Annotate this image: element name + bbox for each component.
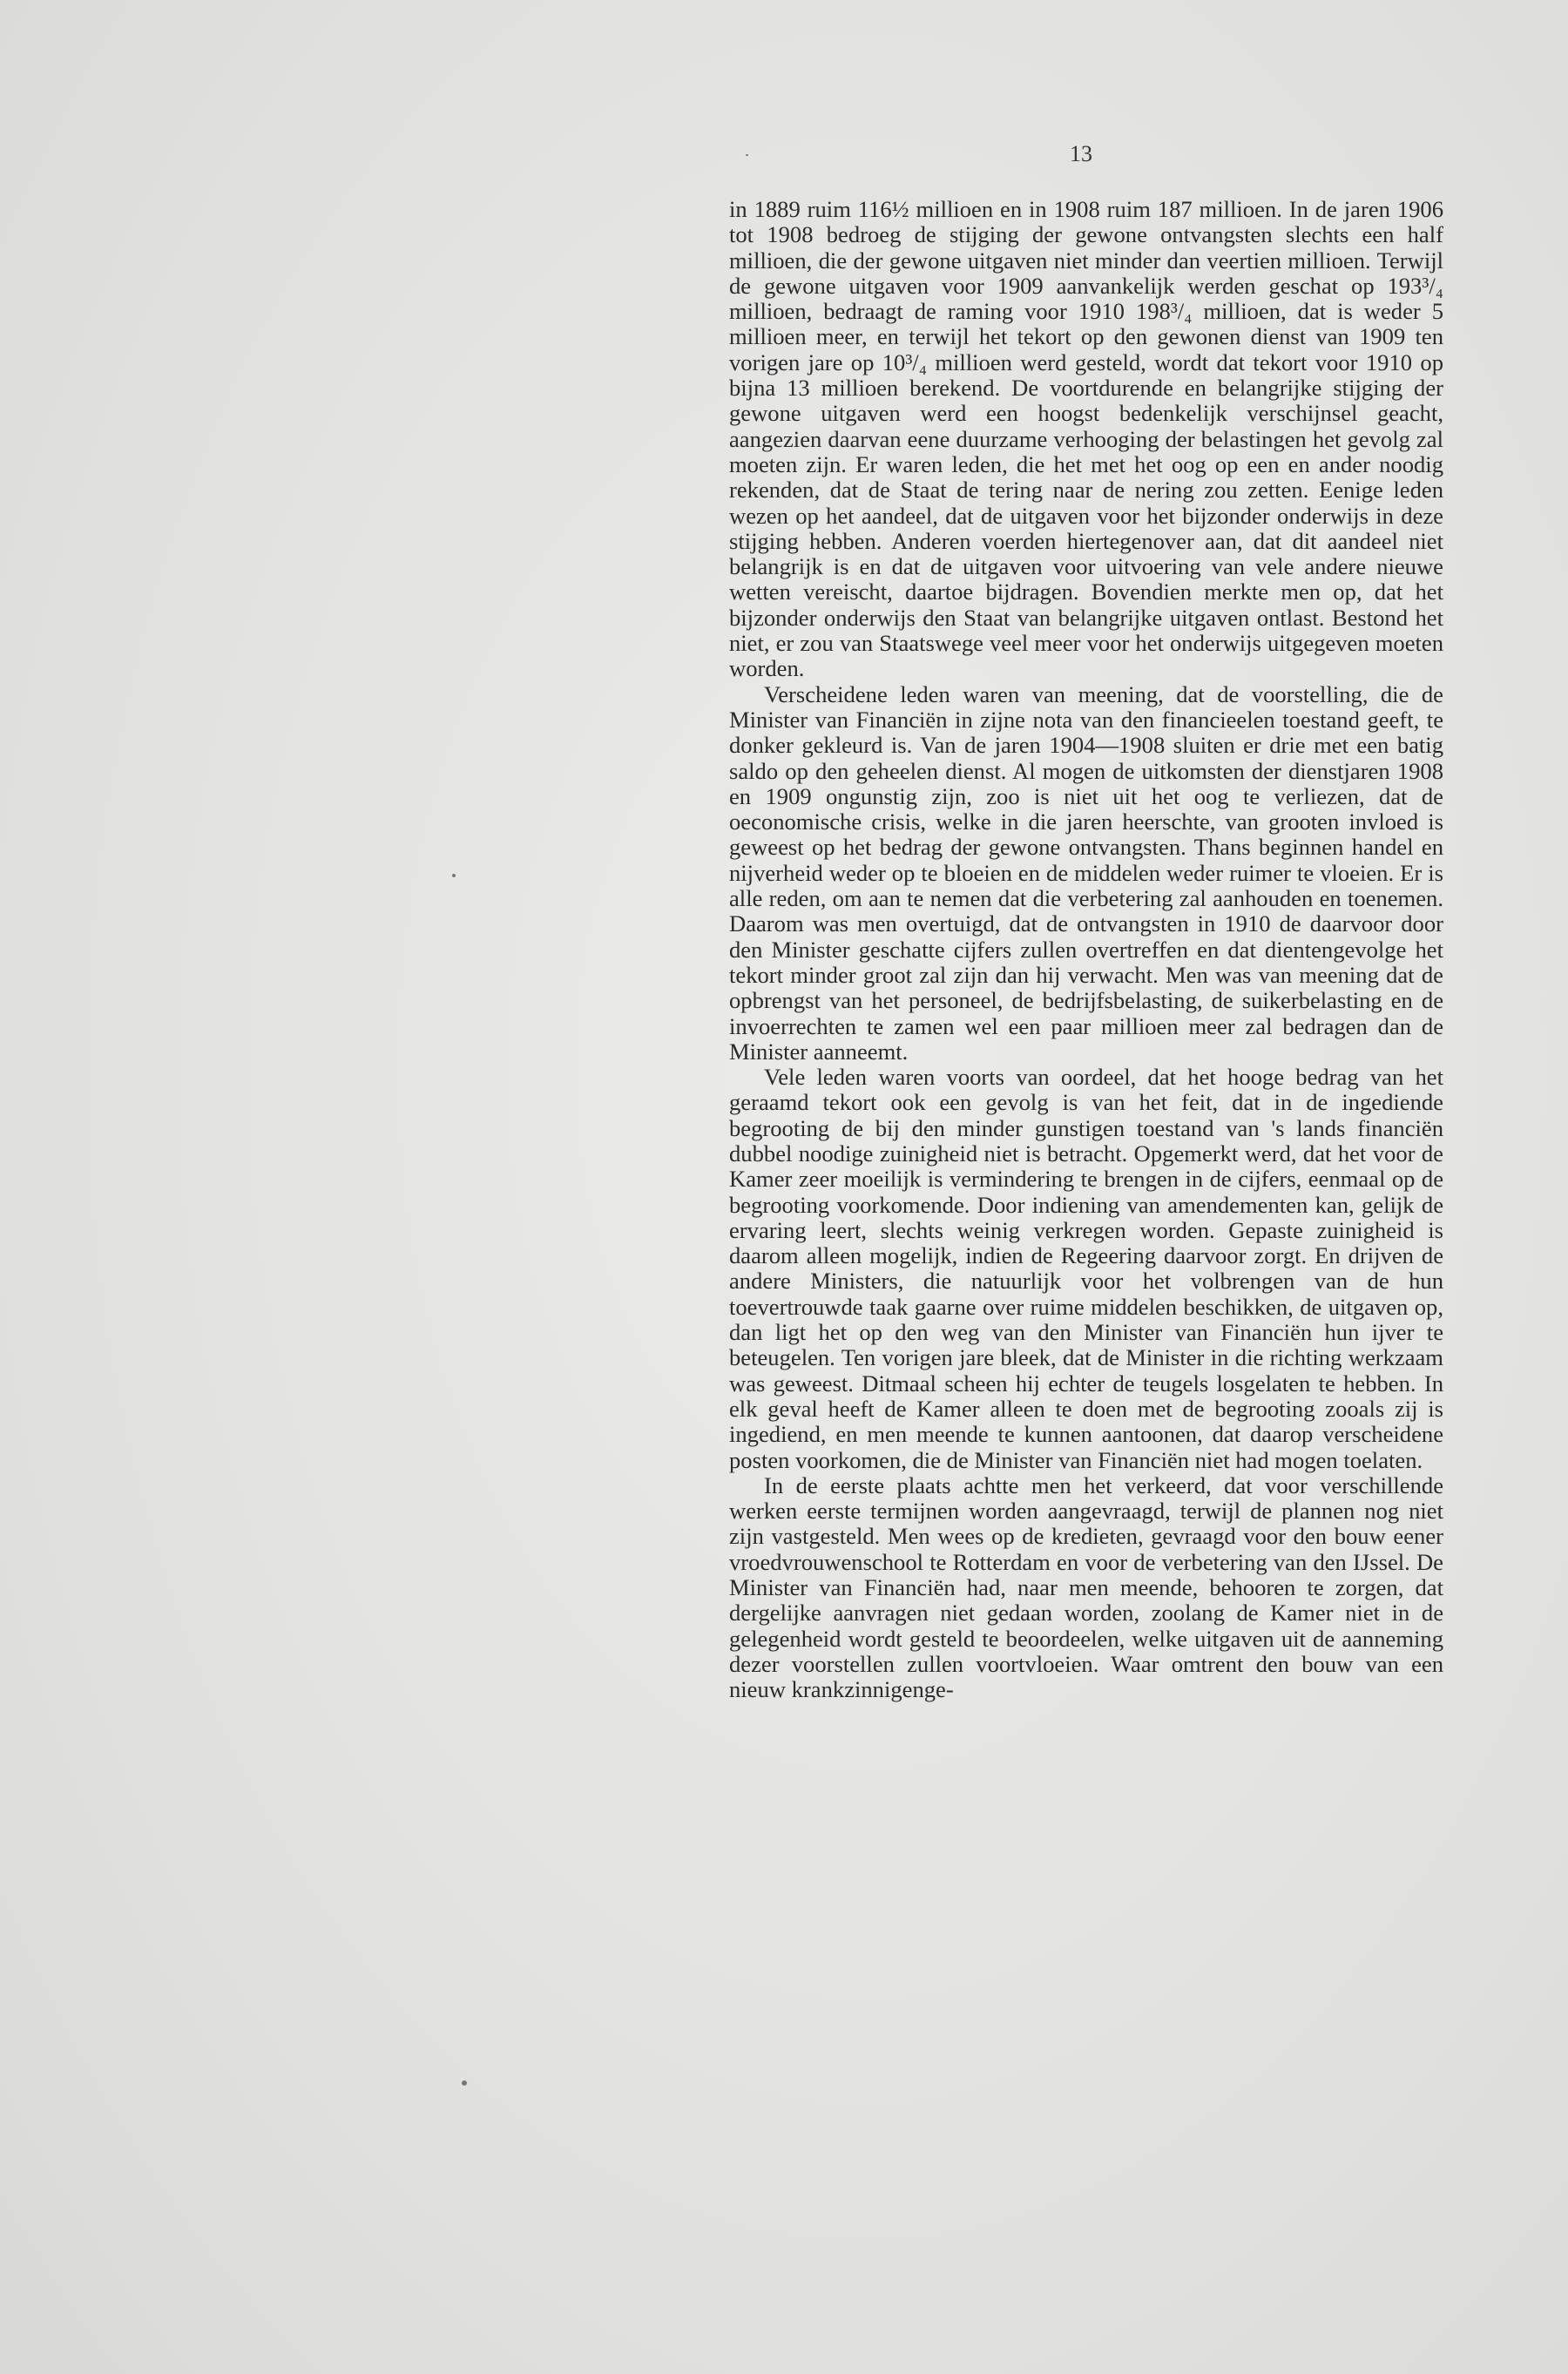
paragraph-2: Verscheidene leden waren van meening, dat de voorstelling, die de Minister van Financiën in zijne nota van den financieelen toestand geeft, te donker gekleurd is. Van de jaren 1904—1908 sluiten er drie met een batig saldo op den geheelen dienst. Al mogen de uitkomsten der dienstjaren 1908 en 1909 ongunstig zijn, zoo is niet uit het oog te verliezen, dat de oeconomische crisis, welke in die jaren heerschte, van grooten invloed is geweest op het bedrag der gewone ontvangsten. Thans beginnen handel en nijverheid weder op te bloeien en de middelen weder ruimer te vloeien. Er is alle reden, om aan te nemen dat die verbetering zal aanhouden en toenemen. Daarom was men overtuigd, dat de ontvangsten in 1910 de daarvoor door den Minister geschatte cijfers zullen overtreffen en dat dientengevolge het tekort minder groot zal zijn dan hij verwacht. Men was van meening dat de opbrengst van het personeel, de bedrijfsbelasting, de suikerbelasting en de invoerrechten te zamen wel een paar millioen meer zal bedragen dan de Minister aanneemt. bbox=[729, 680, 1443, 1065]
page-number: 13 bbox=[1070, 141, 1092, 166]
scan-speck bbox=[452, 874, 456, 877]
paragraph-4: In de eerste plaats achtte men het verkeerd, dat voor verschillende werken eerste termijnen worden aangevraagd, terwijl de plannen nog niet zijn vastgesteld. Men wees op de kredieten, gevraagd voor den bouw eener vroedvrouwenschool te Rotterdam en voor de verbetering van den IJssel. De Minister van Financiën had, naar men meende, behooren te zorgen, dat dergelijke aanvragen niet gedaan worden, zoolang de Kamer niet in de gelegenheid wordt gesteld te beoordeelen, welke uitgaven uit de aanneming dezer voorstellen zullen voortvloeien. Waar omtrent den bouw van een nieuw krankzinnigenge- bbox=[729, 1471, 1443, 1703]
scan-speck bbox=[746, 154, 748, 156]
text-column bbox=[729, 197, 1443, 1703]
paragraph-1: in 1889 ruim 116½ millioen en in 1908 ruim 187 millioen. In de jaren 1906 tot 1908 bedroeg de stijging der gewone ontvangsten slechts een half millioen, die der gewone uitgaven niet minder dan veertien millioen. Terwijl de gewone uitgaven voor 1909 aanvankelijk werden geschat op 193³/₄ millioen, bedraagt de raming voor 1910 198³/₄ millioen, dat is weder 5 millioen meer, en terwijl het tekort op den gewonen dienst van 1909 ten vorigen jare op 10³/₄ millioen werd gesteld, wordt dat tekort voor 1910 op bijna 13 millioen berekend. De voortdurende en belangrijke stijging der gewone uitgaven werd een hoogst bedenkelijk verschijnsel geacht, aangezien daarvan eene duurzame verhooging der belastingen het gevolg zal moeten zijn. Er waren leden, die het met het oog op een en ander noodig rekenden, dat de Staat de tering naar de nering zou zetten. Eenige leden wezen op het aandeel, dat de uitgaven voor het bijzonder onderwijs in deze stijging hebben. Anderen voerden hiertegenover aan, dat dit aandeel niet belangrijk is en dat de uitgaven voor uitvoering van vele andere nieuwe wetten vereischt, daartoe bijdragen. Bovendien merkte men op, dat het bijzonder onderwijs den Staat van belangrijke uitgaven ontlast. Bestond het niet, er zou van Staatswege veel meer voor het onderwijs uitgegeven moeten worden. bbox=[729, 196, 1443, 682]
paragraph-3: Vele leden waren voorts van oordeel, dat het hooge bedrag van het geraamd tekort ook een gevolg is van het feit, dat in de ingediende begrooting de bij den minder gunstigen toestand van 's lands financiën dubbel noodige zuinigheid niet is betracht. Opgemerkt werd, dat het voor de Kamer zeer moeilijk is vermindering te brengen in de cijfers, eenmaal op de begrooting voorkomende. Door indiening van amendementen kan, gelijk de ervaring leert, slechts weinig verkregen worden. Gepaste zuinigheid is daarom alleen mogelijk, indien de Regeering daarvoor zorgt. En drijven de andere Ministers, die natuurlijk voor het volbrengen van de hun toevertrouwde taak gaarne over ruime middelen beschikken, de uitgaven op, dan ligt het op den weg van den Minister van Financiën hun ijver te beteugelen. Ten vorigen jare bleek, dat de Minister in die richting werkzaam was geweest. Ditmaal scheen hij echter de teugels losgelaten te hebben. In elk geval heeft de Kamer alleen te doen met de begrooting zooals zij is ingediend, en men meende te kunnen aantoonen, dat daarop verscheidene posten voorkomen, die de Minister van Financiën niet had mogen toelaten. bbox=[729, 1064, 1443, 1473]
scan-speck bbox=[462, 2080, 467, 2086]
